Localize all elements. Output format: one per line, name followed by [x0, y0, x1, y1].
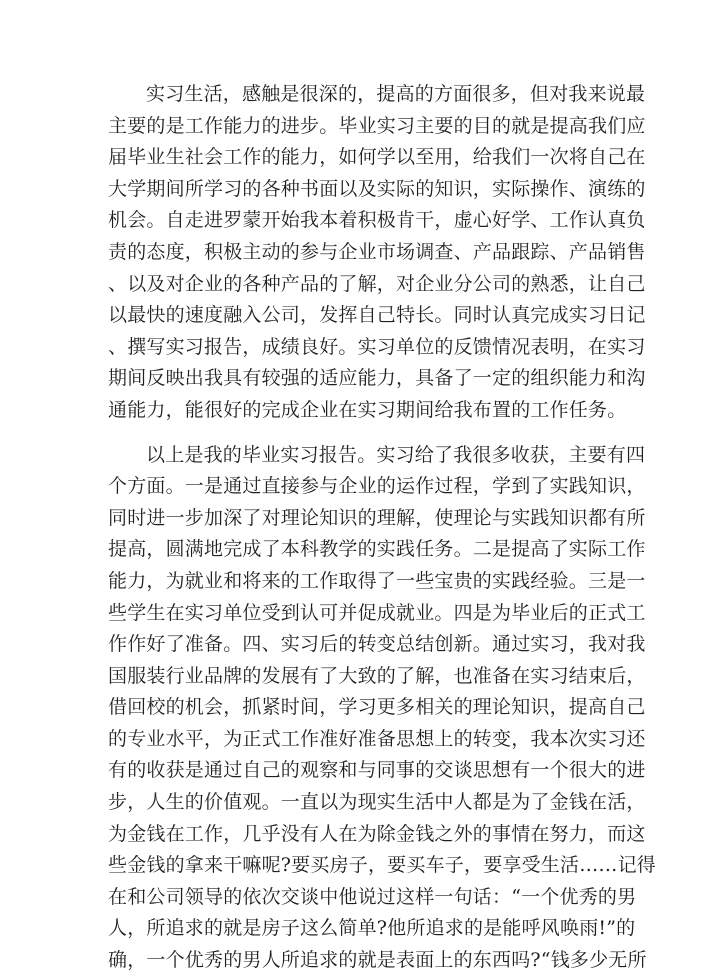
- text-line: 以上是我的毕业实习报告。实习给了我很多收获，主要有四: [146, 443, 646, 466]
- text-line: 实习生活，感触是很深的，提高的方面很多，但对我来说最: [146, 83, 646, 105]
- text-line: 借回校的机会，抓紧时间，学习更多相关的理论知识，提高自己: [108, 696, 646, 719]
- text-line: 些学生在实习单位受到认可并促成就业。四是为毕业后的正式工: [108, 601, 646, 624]
- text-line: 主要的是工作能力的进步。毕业实习主要的目的就是提高我们应: [108, 114, 646, 137]
- document-body: [108, 79, 656, 977]
- text-line: 确，一个优秀的男人所追求的就是表面上的东西吗?“钱多少无所: [108, 949, 647, 972]
- paragraph-spacer: [108, 427, 628, 440]
- text-line: 通能力，能很好的完成企业在实习期间给我布置的工作任务。: [108, 398, 627, 421]
- text-line: 大学期间所学习的各种书面以及实际的知识，实际操作、演练的: [108, 177, 646, 200]
- text-line: 国服装行业品牌的发展有了大致的了解，也准备在实习结束后，: [108, 664, 646, 687]
- text-line: 提高，圆满地完成了本科教学的实践任务。二是提高了实际工作: [108, 538, 646, 561]
- text-line: 能力，为就业和将来的工作取得了一些宝贵的实践经验。三是一: [108, 569, 646, 592]
- text-line: 以最快的速度融入公司，发挥自己特长。同时认真完成实习日记: [108, 304, 646, 327]
- text-line: 期间反映出我具有较强的适应能力，具备了一定的组织能力和沟: [108, 367, 646, 390]
- text-line: 作作好了准备。四、实习后的转变总结创新。通过实习，我对我: [108, 633, 646, 656]
- text-line: 责的态度，积极主动的参与企业市场调查、产品跟踪、产品销售: [108, 240, 646, 263]
- text-line: 步，人生的价值观。一直以为现实生活中人都是为了金钱在活，: [108, 791, 646, 814]
- text-line: 些金钱的拿来干嘛呢?要买房子，要买车子，要享受生活……记得: [108, 854, 656, 877]
- text-line: 人，所追求的就是房子这么简单?他所追求的是能呼风唤雨!”的: [108, 917, 636, 940]
- text-line: 个方面。一是通过直接参与企业的运作过程，学到了实践知识，: [108, 475, 646, 498]
- text-line: 有的收获是通过自己的观察和与同事的交谈思想有一个很大的进: [108, 759, 646, 782]
- text-line: 同时进一步加深了对理论知识的理解，使理论与实践知识都有所: [108, 506, 646, 529]
- text-line: 、撰写实习报告，成绩良好。实习单位的反馈情况表明，在实习: [108, 335, 646, 358]
- paragraph-1: [108, 79, 646, 427]
- text-line: 在和公司领导的依次交谈中他说过这样一句话：“一个优秀的男: [108, 885, 637, 908]
- paragraph-2: [108, 440, 656, 977]
- text-line: 、以及对企业的各种产品的了解，对企业分公司的熟悉，让自己: [108, 272, 646, 295]
- text-line: 为金钱在工作，几乎没有人在为除金钱之外的事情在努力，而这: [108, 822, 646, 845]
- text-line: 的专业水平，为正式工作准好准备思想上的转变，我本次实习还: [108, 727, 646, 750]
- text-line: 届毕业生社会工作的能力，如何学以至用，给我们一次将自己在: [108, 146, 646, 169]
- text-line: 机会。自走进罗蒙开始我本着积极肯干，虚心好学、工作认真负: [108, 209, 646, 232]
